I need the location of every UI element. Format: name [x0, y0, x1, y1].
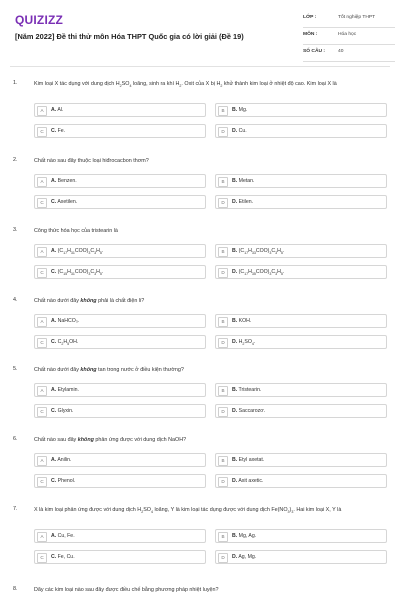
option-d[interactable] — [215, 124, 387, 138]
option-b[interactable] — [215, 383, 387, 397]
option-letter-box: B — [218, 532, 228, 542]
question-number: 5. — [13, 366, 18, 372]
option-letter-box: A — [37, 456, 47, 466]
option-a[interactable] — [34, 529, 206, 543]
option-b[interactable] — [215, 244, 387, 258]
option-d[interactable] — [215, 550, 387, 564]
option-text: C. Phenol. — [51, 478, 76, 484]
option-letter-box: A — [37, 386, 47, 396]
question-number: 7. — [13, 506, 18, 512]
option-a[interactable] — [34, 174, 206, 188]
option-text: B. Etyl axetat. — [232, 457, 265, 463]
worksheet-header — [0, 0, 400, 66]
option-letter-box: D — [218, 268, 228, 278]
option-text: C. $C_2H_5OH$. — [51, 339, 79, 347]
option-letter-box: C — [37, 198, 47, 208]
option-text: A. $(C_{17}H_{31}COO)_3C_3H_5$. — [51, 248, 104, 256]
question-text: Kim loại X tác dụng với dung dịch $H_2SO_4$ loãng, sinh ra khí $H_2$. Oxit của X bị $H_2$ khử thành kim loại ở nhiệt độ cao. Kim loại X là — [34, 81, 337, 89]
option-text: D. $(C_{17}H_{35}COO)_3C_3H_5$. — [232, 269, 285, 277]
question-text: Chất nào dưới đây không tan trong nước ở điều kiện thường? — [34, 367, 184, 373]
worksheet-meta — [303, 13, 395, 64]
option-text: C. Fe, Cu. — [51, 554, 75, 560]
option-c[interactable] — [34, 550, 206, 564]
option-letter-box: B — [218, 247, 228, 257]
option-d[interactable] — [215, 404, 387, 418]
option-letter-box: A — [37, 177, 47, 187]
option-text: C. Glyxin. — [51, 408, 74, 414]
option-a[interactable] — [34, 103, 206, 117]
option-letter-box: C — [37, 127, 47, 137]
option-letter-box: A — [37, 532, 47, 542]
option-letter-box: C — [37, 553, 47, 563]
option-a[interactable] — [34, 383, 206, 397]
question-number: 2. — [13, 157, 18, 163]
option-letter-box: A — [37, 106, 47, 116]
option-a[interactable] — [34, 244, 206, 258]
option-d[interactable] — [215, 335, 387, 349]
option-c[interactable] — [34, 124, 206, 138]
option-b[interactable] — [215, 314, 387, 328]
option-letter-box: A — [37, 247, 47, 257]
option-text: A. Benzen. — [51, 178, 77, 184]
option-text: B. Mg. — [232, 107, 248, 113]
option-text: D. Cu. — [232, 128, 247, 134]
option-letter-box: D — [218, 198, 228, 208]
meta-row-count — [303, 47, 395, 62]
meta-value-subject: Hóa học — [338, 32, 357, 37]
question-number: 1. — [13, 80, 18, 86]
option-d[interactable] — [215, 474, 387, 488]
option-d[interactable] — [215, 195, 387, 209]
option-letter-box: A — [37, 317, 47, 327]
option-text: A. Al. — [51, 107, 64, 113]
option-text: B. Tristearin. — [232, 387, 262, 393]
option-text: A. Anilin. — [51, 457, 72, 463]
header-divider — [10, 66, 390, 67]
question-text: Chất nào dưới đây không phải là chất điện li? — [34, 298, 145, 304]
option-text: D. Axit axetic. — [232, 478, 264, 484]
question-text: X là kim loại phản ứng được với dung dịch $H_2SO_4$ loãng, Y là kim loại tác dụng được với dung dịch $Fe(NO_3)_3$. Hai kim loại X, Y là — [34, 507, 342, 515]
option-letter-box: C — [37, 338, 47, 348]
option-text: B. KOH. — [232, 318, 252, 324]
option-b[interactable] — [215, 453, 387, 467]
question-text: Chất nào sau đây không phản ứng được với dung dịch NaOH? — [34, 437, 187, 443]
option-text: B. $(C_{17}H_{33}COO)_3C_3H_5$. — [232, 248, 285, 256]
question-text: Công thức hóa học của tristearin là — [34, 228, 118, 234]
option-letter-box: C — [37, 407, 47, 417]
option-letter-box: B — [218, 317, 228, 327]
meta-label-subject: MÔN : — [303, 32, 318, 37]
option-letter-box: B — [218, 386, 228, 396]
option-letter-box: C — [37, 268, 47, 278]
option-text: C. Fe. — [51, 128, 66, 134]
question-number: 8. — [13, 586, 18, 592]
option-c[interactable] — [34, 195, 206, 209]
option-b[interactable] — [215, 174, 387, 188]
option-text: A. NaHCO₃. — [51, 318, 80, 324]
option-text: D. $H_2SO_4$. — [232, 339, 256, 347]
option-text: A. Cu, Fe. — [51, 533, 75, 539]
option-letter-box: D — [218, 553, 228, 563]
meta-value-class: Tốt nghiệp THPT — [338, 15, 376, 20]
option-c[interactable] — [34, 265, 206, 279]
option-a[interactable] — [34, 314, 206, 328]
question-text: Chất nào sau đây thuộc loại hiđrocacbon thơm? — [34, 158, 149, 164]
option-d[interactable] — [215, 265, 387, 279]
page-title: [Năm 2022] Đề thi thử môn Hóa THPT Quốc gia có lời giải (Đề 19) — [15, 32, 244, 41]
option-b[interactable] — [215, 103, 387, 117]
quizizz-logo: QUIZIZZ — [15, 13, 64, 27]
option-text: C. $(C_{15}H_{31}COO)_3C_3H_5$. — [51, 269, 104, 277]
option-letter-box: D — [218, 477, 228, 487]
option-text: A. Etylamin. — [51, 387, 79, 393]
option-letter-box: C — [37, 477, 47, 487]
meta-row-subject — [303, 30, 395, 45]
option-letter-box: B — [218, 456, 228, 466]
meta-label-class: LỚP : — [303, 15, 317, 20]
option-text: D. Etilen. — [232, 199, 254, 205]
option-letter-box: B — [218, 177, 228, 187]
option-c[interactable] — [34, 335, 206, 349]
option-text: D. Ag, Mg. — [232, 554, 257, 560]
meta-label-count: SỐ CÂU : — [303, 49, 326, 54]
option-letter-box: D — [218, 127, 228, 137]
question-number: 3. — [13, 227, 18, 233]
option-c[interactable] — [34, 404, 206, 418]
option-letter-box: D — [218, 338, 228, 348]
question-number: 4. — [13, 297, 18, 303]
option-a[interactable] — [34, 453, 206, 467]
question-text: Dãy các kim loại nào sau đây được điều chế bằng phương pháp nhiệt luyện? — [34, 587, 219, 593]
option-text: B. Metan. — [232, 178, 255, 184]
meta-row-class — [303, 13, 395, 28]
option-c[interactable] — [34, 474, 206, 488]
option-letter-box: B — [218, 106, 228, 116]
option-text: C. Axetilen. — [51, 199, 78, 205]
meta-value-count: 40 — [338, 49, 344, 54]
option-letter-box: D — [218, 407, 228, 417]
option-text: B. Mg, Ag. — [232, 533, 257, 539]
option-text: D. Saccarozơ. — [232, 408, 266, 414]
option-b[interactable] — [215, 529, 387, 543]
question-number: 6. — [13, 436, 18, 442]
